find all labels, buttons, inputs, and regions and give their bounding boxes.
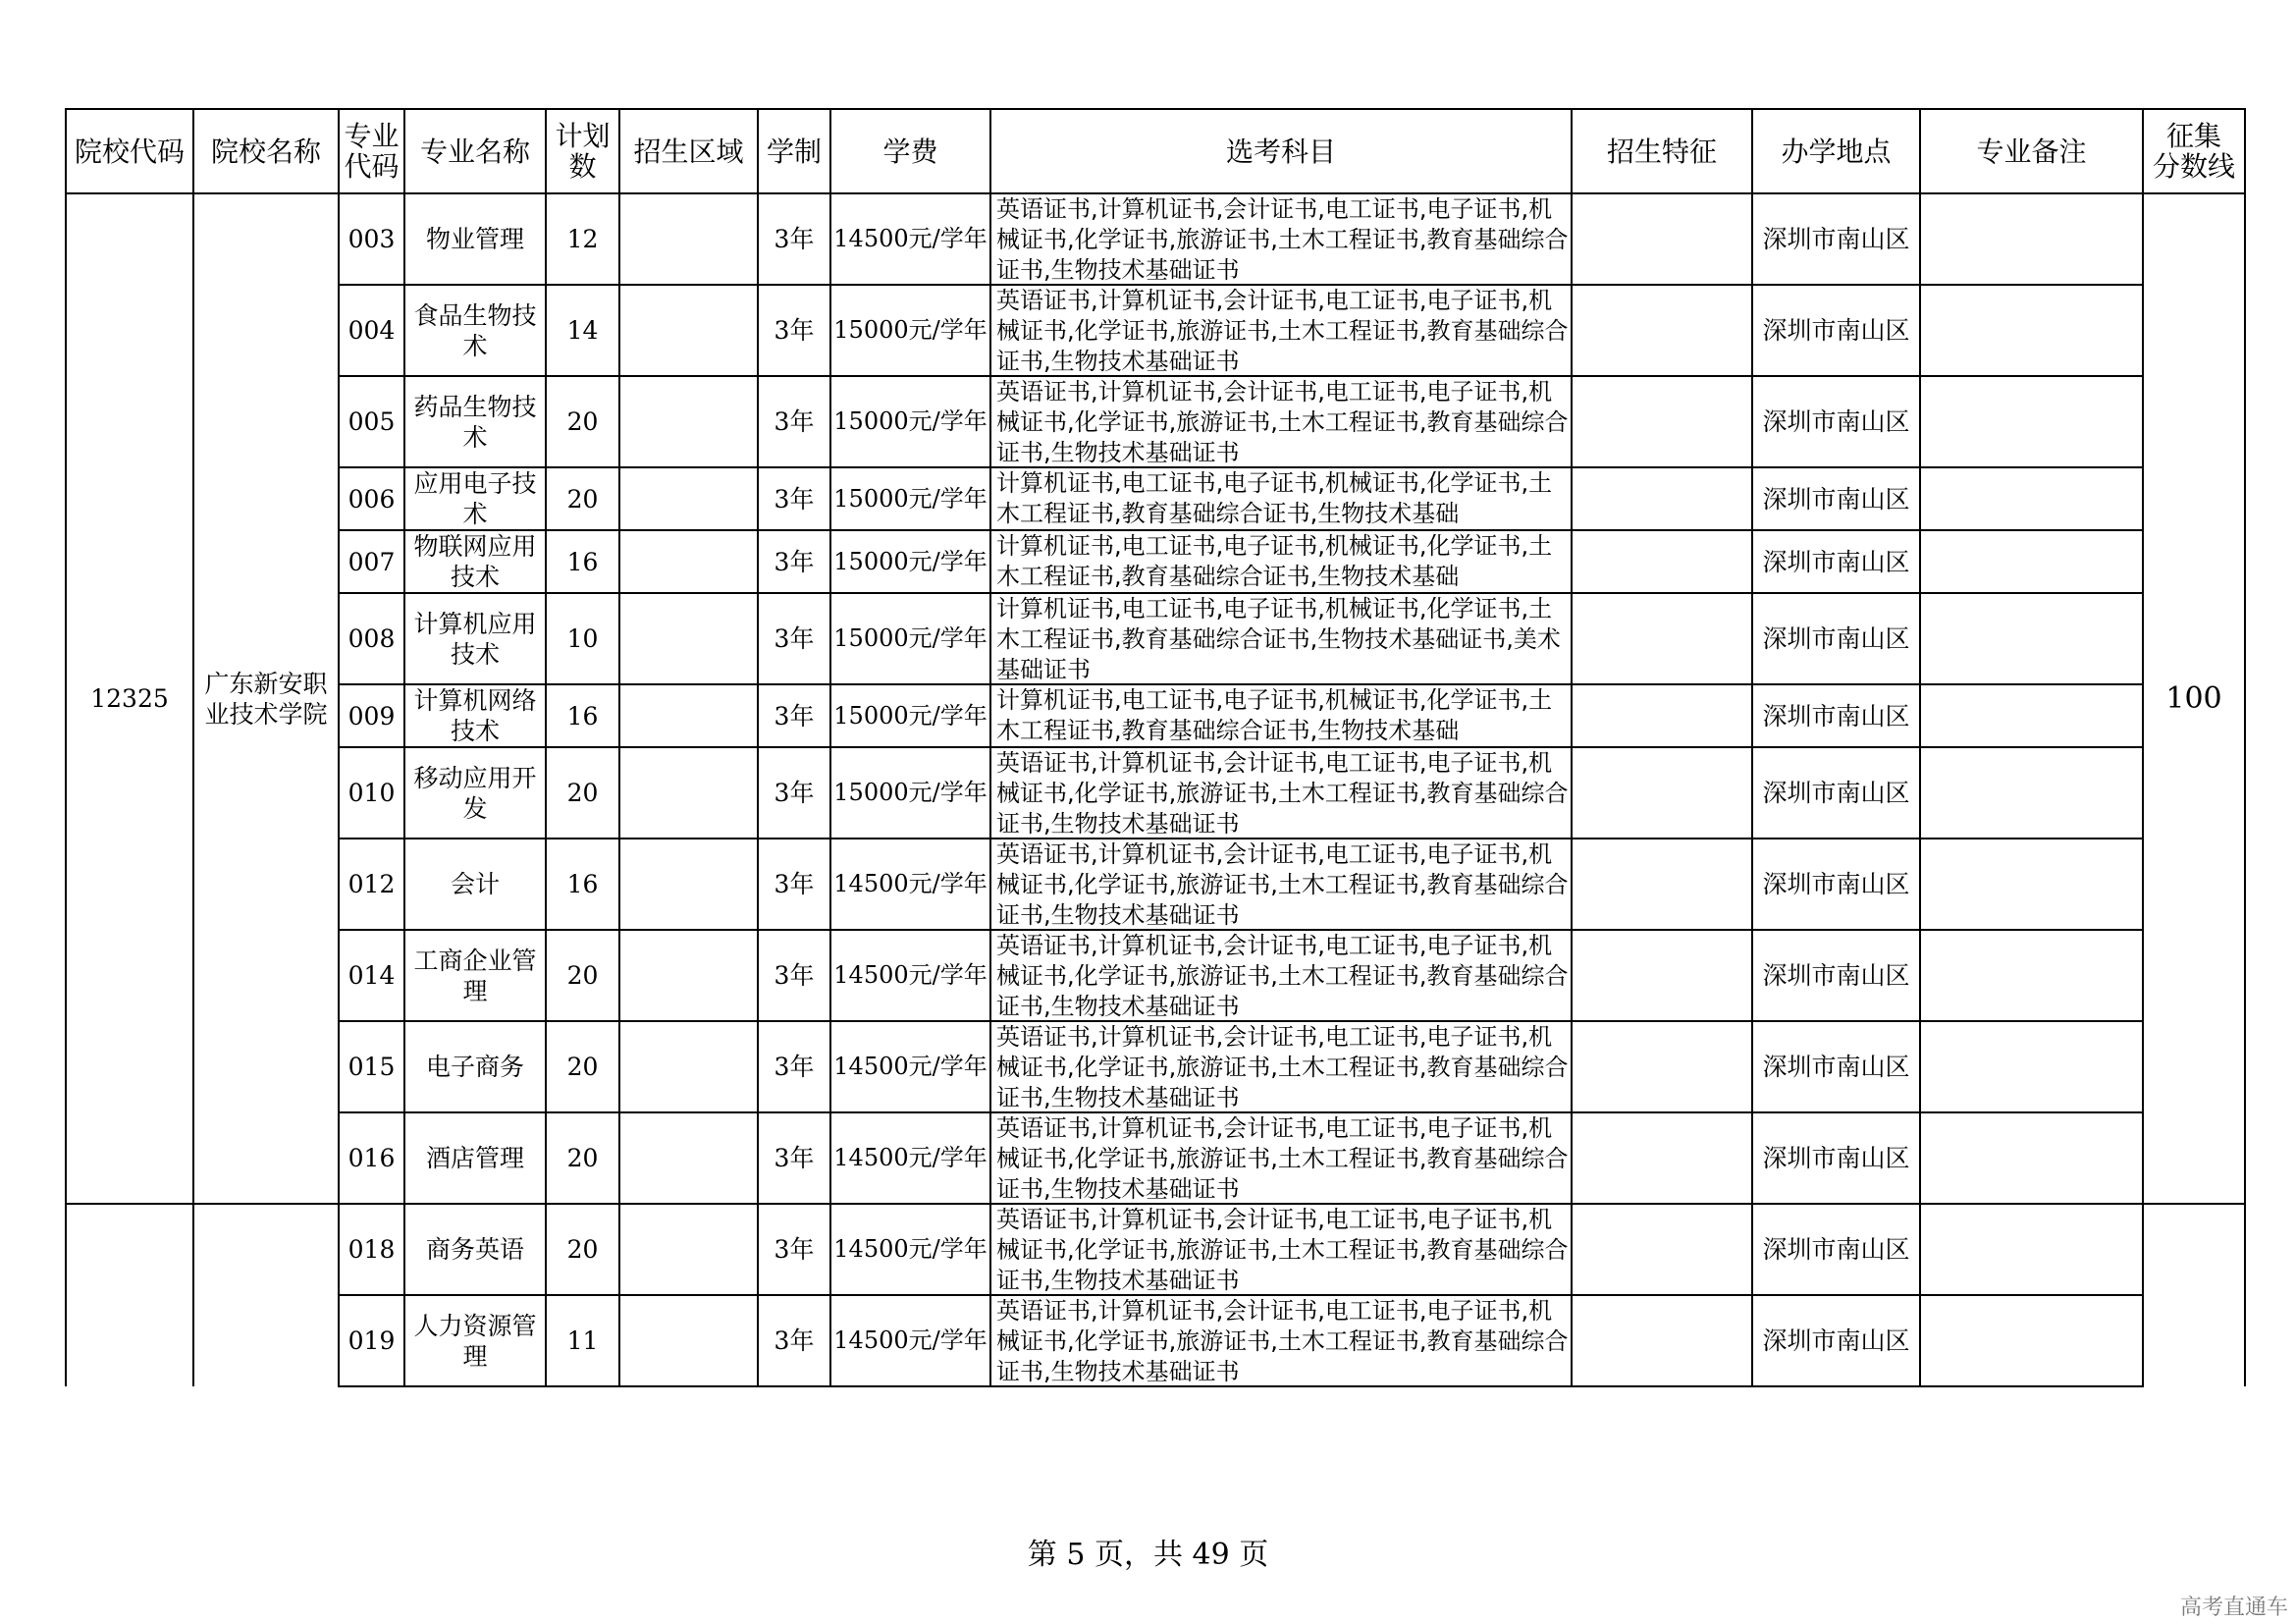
feature-cell (1572, 1204, 1752, 1295)
plan-count-cell: 10 (546, 593, 619, 684)
score-line-cell: 100 (2143, 193, 2245, 1204)
score-line-cell-continued (2143, 1204, 2245, 1386)
school-code-cell-continued (66, 1204, 193, 1386)
plan-count-cell: 20 (546, 467, 619, 530)
subjects-text: 英语证书,计算机证书,会计证书,电工证书,电子证书,机械证书,化学证书,旅游证书,土木工程证书,教育基础综合证书,生物技术基础证书 (996, 378, 1569, 464)
table-row (66, 930, 2245, 1021)
table-body (66, 193, 2245, 1386)
header-row (66, 109, 2245, 193)
subjects-text: 英语证书,计算机证书,会计证书,电工证书,电子证书,机械证书,化学证书,旅游证书,土木工程证书,教育基础综合证书,生物技术基础证书 (996, 1114, 1569, 1201)
region-cell (619, 839, 758, 930)
plan-count-cell: 16 (546, 839, 619, 930)
major-name-cell: 计算机应用技术 (404, 593, 546, 684)
subjects-text: 英语证书,计算机证书,会计证书,电工证书,电子证书,机械证书,化学证书,旅游证书,土木工程证书,教育基础综合证书,生物技术基础证书 (996, 840, 1569, 927)
major-name-cell: 移动应用开发 (404, 747, 546, 839)
location-cell: 深圳市南山区 (1752, 530, 1920, 593)
subjects-cell (990, 839, 1572, 930)
note-cell (1920, 930, 2143, 1021)
subjects-cell (990, 1021, 1572, 1112)
table-row (66, 467, 2245, 530)
feature-cell (1572, 467, 1752, 530)
page-number: 第 5 页，共 49 页 (1027, 1538, 1269, 1572)
feature-cell (1572, 684, 1752, 747)
subjects-text: 英语证书,计算机证书,会计证书,电工证书,电子证书,机械证书,化学证书,旅游证书,土木工程证书,教育基础综合证书,生物技术基础证书 (996, 932, 1569, 1018)
major-name-cell: 应用电子技术 (404, 467, 546, 530)
plan-count-cell: 12 (546, 193, 619, 285)
major-code-cell: 003 (339, 193, 404, 285)
subjects-cell (990, 285, 1572, 376)
location-cell: 深圳市南山区 (1752, 1295, 1920, 1386)
major-code-cell: 005 (339, 376, 404, 467)
note-cell (1920, 839, 2143, 930)
plan-count-cell: 20 (546, 930, 619, 1021)
column-header: 办学地点 (1752, 109, 1920, 193)
note-cell (1920, 376, 2143, 467)
region-cell (619, 684, 758, 747)
note-cell (1920, 1112, 2143, 1204)
plan-count-cell: 20 (546, 1112, 619, 1204)
column-header: 院校名称 (193, 109, 339, 193)
plan-count-cell: 16 (546, 530, 619, 593)
region-cell (619, 930, 758, 1021)
admissions-table-container (65, 108, 2238, 1387)
major-code-cell: 004 (339, 285, 404, 376)
column-header: 招生区域 (619, 109, 758, 193)
column-header: 专业名称 (404, 109, 546, 193)
subjects-cell (990, 1204, 1572, 1295)
duration-cell: 3年 (758, 1295, 830, 1386)
major-name-cell: 电子商务 (404, 1021, 546, 1112)
table-row (66, 593, 2245, 684)
note-cell (1920, 1295, 2143, 1386)
subjects-text: 英语证书,计算机证书,会计证书,电工证书,电子证书,机械证书,化学证书,旅游证书,土木工程证书,教育基础综合证书,生物技术基础证书 (996, 1297, 1569, 1383)
tuition-cell: 15000元/学年 (830, 376, 990, 467)
column-header: 招生特征 (1572, 109, 1752, 193)
tuition-cell: 14500元/学年 (830, 1021, 990, 1112)
major-name-cell: 食品生物技术 (404, 285, 546, 376)
tuition-cell: 15000元/学年 (830, 285, 990, 376)
table-row (66, 1112, 2245, 1204)
region-cell (619, 1112, 758, 1204)
admissions-table (65, 108, 2246, 1387)
note-cell (1920, 1204, 2143, 1295)
subjects-cell (990, 376, 1572, 467)
region-cell (619, 593, 758, 684)
tuition-cell: 15000元/学年 (830, 593, 990, 684)
feature-cell (1572, 839, 1752, 930)
major-code-cell: 019 (339, 1295, 404, 1386)
school-name-cell: 广东新安职业技术学院 (193, 193, 339, 1204)
major-code-cell: 010 (339, 747, 404, 839)
table-row (66, 193, 2245, 285)
note-cell (1920, 593, 2143, 684)
subjects-cell (990, 1295, 1572, 1386)
location-cell: 深圳市南山区 (1752, 747, 1920, 839)
duration-cell: 3年 (758, 747, 830, 839)
major-code-cell: 009 (339, 684, 404, 747)
feature-cell (1572, 930, 1752, 1021)
region-cell (619, 1204, 758, 1295)
subjects-text: 英语证书,计算机证书,会计证书,电工证书,电子证书,机械证书,化学证书,旅游证书,土木工程证书,教育基础综合证书,生物技术基础证书 (996, 1023, 1569, 1110)
region-cell (619, 747, 758, 839)
feature-cell (1572, 193, 1752, 285)
subjects-text: 英语证书,计算机证书,会计证书,电工证书,电子证书,机械证书,化学证书,旅游证书,土木工程证书,教育基础综合证书,生物技术基础证书 (996, 1206, 1569, 1292)
duration-cell: 3年 (758, 193, 830, 285)
location-cell: 深圳市南山区 (1752, 1021, 1920, 1112)
tuition-cell: 15000元/学年 (830, 467, 990, 530)
major-code-cell: 006 (339, 467, 404, 530)
subjects-cell (990, 1112, 1572, 1204)
plan-count-cell: 11 (546, 1295, 619, 1386)
subjects-cell (990, 930, 1572, 1021)
table-row (66, 1295, 2245, 1386)
subjects-text: 英语证书,计算机证书,会计证书,电工证书,电子证书,机械证书,化学证书,旅游证书,土木工程证书,教育基础综合证书,生物技术基础证书 (996, 195, 1569, 282)
plan-count-cell: 16 (546, 684, 619, 747)
table-row (66, 747, 2245, 839)
subjects-cell (990, 684, 1572, 747)
major-code-cell: 014 (339, 930, 404, 1021)
note-cell (1920, 285, 2143, 376)
feature-cell (1572, 285, 1752, 376)
feature-cell (1572, 1295, 1752, 1386)
major-name-cell: 人力资源管理 (404, 1295, 546, 1386)
note-cell (1920, 530, 2143, 593)
region-cell (619, 1295, 758, 1386)
duration-cell: 3年 (758, 839, 830, 930)
subjects-text: 计算机证书,电工证书,电子证书,机械证书,化学证书,土木工程证书,教育基础综合证书,生物技术基础 (996, 686, 1553, 742)
major-code-cell: 008 (339, 593, 404, 684)
major-name-cell: 会计 (404, 839, 546, 930)
table-row (66, 1021, 2245, 1112)
duration-cell: 3年 (758, 1021, 830, 1112)
location-cell: 深圳市南山区 (1752, 376, 1920, 467)
subjects-cell (990, 193, 1572, 285)
table-row (66, 376, 2245, 467)
region-cell (619, 285, 758, 376)
column-header: 院校代码 (66, 109, 193, 193)
major-code-cell: 016 (339, 1112, 404, 1204)
plan-count-cell: 20 (546, 1204, 619, 1295)
plan-count-cell: 20 (546, 1021, 619, 1112)
tuition-cell: 14500元/学年 (830, 930, 990, 1021)
note-cell (1920, 1021, 2143, 1112)
note-cell (1920, 467, 2143, 530)
tuition-cell: 15000元/学年 (830, 747, 990, 839)
subjects-text: 英语证书,计算机证书,会计证书,电工证书,电子证书,机械证书,化学证书,旅游证书,土木工程证书,教育基础综合证书,生物技术基础证书 (996, 749, 1569, 836)
duration-cell: 3年 (758, 1112, 830, 1204)
duration-cell: 3年 (758, 684, 830, 747)
major-name-cell: 药品生物技术 (404, 376, 546, 467)
region-cell (619, 467, 758, 530)
tuition-cell: 15000元/学年 (830, 684, 990, 747)
table-row (66, 285, 2245, 376)
major-name-cell: 物业管理 (404, 193, 546, 285)
plan-count-cell: 20 (546, 747, 619, 839)
region-cell (619, 193, 758, 285)
major-code-cell: 007 (339, 530, 404, 593)
note-cell (1920, 747, 2143, 839)
column-header: 学费 (830, 109, 990, 193)
table-row (66, 530, 2245, 593)
table-row (66, 1204, 2245, 1295)
feature-cell (1572, 593, 1752, 684)
subjects-cell (990, 467, 1572, 530)
column-header: 专业备注 (1920, 109, 2143, 193)
tuition-cell: 14500元/学年 (830, 839, 990, 930)
subjects-text: 计算机证书,电工证书,电子证书,机械证书,化学证书,土木工程证书,教育基础综合证书,生物技术基础 (996, 532, 1553, 588)
major-name-cell: 物联网应用技术 (404, 530, 546, 593)
table-row (66, 839, 2245, 930)
location-cell: 深圳市南山区 (1752, 193, 1920, 285)
column-header: 计划 数 (546, 109, 619, 193)
subjects-cell (990, 593, 1572, 684)
subjects-cell (990, 530, 1572, 593)
tuition-cell: 14500元/学年 (830, 1204, 990, 1295)
note-cell (1920, 193, 2143, 285)
plan-count-cell: 20 (546, 376, 619, 467)
location-cell: 深圳市南山区 (1752, 684, 1920, 747)
location-cell: 深圳市南山区 (1752, 467, 1920, 530)
column-header: 选考科目 (990, 109, 1572, 193)
tuition-cell: 15000元/学年 (830, 530, 990, 593)
column-header: 征集 分数线 (2143, 109, 2245, 193)
tuition-cell: 14500元/学年 (830, 1112, 990, 1204)
column-header: 专业 代码 (339, 109, 404, 193)
major-name-cell: 商务英语 (404, 1204, 546, 1295)
subjects-cell (990, 747, 1572, 839)
major-name-cell: 计算机网络技术 (404, 684, 546, 747)
duration-cell: 3年 (758, 376, 830, 467)
feature-cell (1572, 1021, 1752, 1112)
subjects-text: 英语证书,计算机证书,会计证书,电工证书,电子证书,机械证书,化学证书,旅游证书,土木工程证书,教育基础综合证书,生物技术基础证书 (996, 287, 1569, 373)
subjects-text: 计算机证书,电工证书,电子证书,机械证书,化学证书,土木工程证书,教育基础综合证书,生物技术基础 (996, 469, 1553, 525)
major-code-cell: 018 (339, 1204, 404, 1295)
tuition-cell: 14500元/学年 (830, 193, 990, 285)
region-cell (619, 530, 758, 593)
major-name-cell: 酒店管理 (404, 1112, 546, 1204)
location-cell: 深圳市南山区 (1752, 1112, 1920, 1204)
column-header: 学制 (758, 109, 830, 193)
tuition-cell: 14500元/学年 (830, 1295, 990, 1386)
table-row (66, 684, 2245, 747)
watermark: 高考直通车 (2179, 1596, 2288, 1620)
duration-cell: 3年 (758, 593, 830, 684)
feature-cell (1572, 1112, 1752, 1204)
duration-cell: 3年 (758, 1204, 830, 1295)
location-cell: 深圳市南山区 (1752, 285, 1920, 376)
location-cell: 深圳市南山区 (1752, 1204, 1920, 1295)
plan-count-cell: 14 (546, 285, 619, 376)
region-cell (619, 376, 758, 467)
region-cell (619, 1021, 758, 1112)
note-cell (1920, 684, 2143, 747)
major-code-cell: 015 (339, 1021, 404, 1112)
school-name-cell-continued (193, 1204, 339, 1386)
school-code-cell: 12325 (66, 193, 193, 1204)
subjects-text: 计算机证书,电工证书,电子证书,机械证书,化学证书,土木工程证书,教育基础综合证书,生物技术基础证书,美术基础证书 (996, 595, 1561, 681)
feature-cell (1572, 530, 1752, 593)
location-cell: 深圳市南山区 (1752, 593, 1920, 684)
duration-cell: 3年 (758, 467, 830, 530)
major-name-cell: 工商企业管理 (404, 930, 546, 1021)
duration-cell: 3年 (758, 930, 830, 1021)
feature-cell (1572, 376, 1752, 467)
location-cell: 深圳市南山区 (1752, 839, 1920, 930)
duration-cell: 3年 (758, 285, 830, 376)
duration-cell: 3年 (758, 530, 830, 593)
feature-cell (1572, 747, 1752, 839)
major-code-cell: 012 (339, 839, 404, 930)
location-cell: 深圳市南山区 (1752, 930, 1920, 1021)
